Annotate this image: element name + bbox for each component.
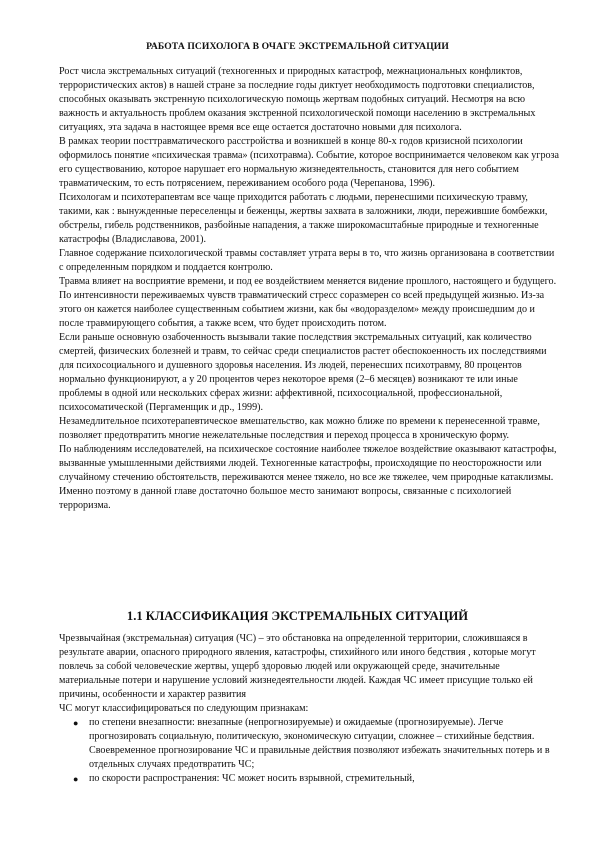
list-item xyxy=(59,772,559,786)
paragraph: Если раньше основную озабоченность вызывали такие последствия экстремальных ситуаций, как количество смертей, физических болезней и травм, то сейчас среди специалистов растет обеспокоенность их последствиями для психосоциального и душевного здоровья населения. Из людей, перенесших психотравму, 80 процентов нормально функционируют, а у 20 процентов через некоторое время (2–6 месяцев) возникают те или иные проблемы в одной или нескольких сферах жизни: аффективной, психосоциальной, профессиональной, психосоматической (Пергаменщик и др., 1999). xyxy=(59,332,547,413)
list-item xyxy=(59,716,559,772)
paragraph: Главное содержание психологической травмы составляет утрата веры в то, что жизнь организована в соответствии с определенным порядком и поддается контролю. xyxy=(59,248,555,273)
paragraph: В рамках теории посттравматического расстройства и возникшей в конце 80-х годов кризисной психологии оформилось понятие «психическая травма» (психотравма). Событие, которое воспринимается человеком как угроза его существованию, которое нарушает его нормальную жизнедеятельность, становится для него событием травматическим, то есть потрясением, переживанием особого рода (Черепанова, 1996). xyxy=(59,136,560,189)
document-body xyxy=(59,65,559,513)
paragraph: Психологам и психотерапевтам все чаще приходится работать с людьми, перенесшими психическую травму, такими, как : вынужденные переселенцы и беженцы, жертвы захвата в заложники, люди, пережившие бомбежки, обстрелы, гибель родственников, разбойные нападения, а также широкомасштабные природные и техногенные катастрофы (Владиславова, 2001). xyxy=(59,192,548,245)
section-intro: Чрезвычайная (экстремальная) ситуация (ЧС) – это обстановка на определенной территории, сложившаяся в результате аварии, опасного природного явления, катастрофы, стихийного или иного бедствия , которые могут повлечь за собой человеческие жертвы, ущерб здоровью людей или окружающей среде, значительные материальные потери и нарушение условий жизнедеятельности людей. Каждая ЧС имеет присущие только ей причины, особенности и характер развития xyxy=(59,633,536,700)
paragraph: Рост числа экстремальных ситуаций (техногенных и природных катастроф, межнациональных конфликтов, террористических актов) в нашей стране за последние годы диктует необходимость подготовки специалистов, способных оказывать экстренную психологическую помощь жертвам подобных ситуаций. Несмотря на всю важность и актуальность проблем оказания экстренной психологической помощи населению в экстремальных ситуациях, эта задача в настоящее время все еще остается достаточно новыми для психолога. xyxy=(59,66,536,133)
paragraph: Травма влияет на восприятие времени, и под ее воздействием меняется видение прошлого, настоящего и будущего. По интенсивности переживаемых чувств травматический стресс соразмерен со всей предыдущей жизнью. Из-за этого он кажется наиболее существенным событием жизни, как бы «водоразделом» между происшедшим до и после травмирующего события, а также всем, что будет происходить потом. xyxy=(59,276,557,329)
document-title: РАБОТА ПСИХОЛОГА В ОЧАГЕ ЭКСТРЕМАЛЬНОЙ СИТУАЦИИ xyxy=(146,41,449,52)
classification-list xyxy=(59,716,559,786)
section-heading: 1.1 КЛАССИФИКАЦИЯ ЭКСТРЕМАЛЬНЫХ СИТУАЦИЙ xyxy=(126,609,469,623)
bullet-icon: ● xyxy=(73,718,79,728)
paragraph: По наблюдениям исследователей, на психическое состояние наиболее тяжелое воздействие оказывают катастрофы, вызванные умышленными действиями людей. Техногенные катастрофы, происходящие по неосторожности или случайному стечению обстоятельств, переживаются менее тяжело, но все же тяжелее, чем природные катаклизмы. Именно поэтому в данной главе достаточно большое место занимают вопросы, связанные с психологией терроризма. xyxy=(59,444,557,511)
bullet-icon: ● xyxy=(73,774,79,784)
list-item-text: по скорости распространения: ЧС может носить взрывной, стремительный, xyxy=(89,773,415,784)
classification-line: ЧС могут классифицироваться по следующим признакам: xyxy=(59,703,309,714)
list-item-text: по степени внезапности: внезапные (непрогнозируемые) и ожидаемые (прогнозируемые). Легче прогнозировать социальную, политическую, экономическую ситуации, сложнее – стихийные бедствия. Своевременное прогнозирование ЧС и правильные действия позволяют избежать значительных потерь и в отдельных случаях предотвратить ЧС; xyxy=(89,717,550,770)
paragraph: Незамедлительное психотерапевтическое вмешательство, как можно ближе по времени к перенесенной травме, позволяет предотвратить многие нежелательные последствия и переход процесса в хроническую форму. xyxy=(59,416,540,441)
section-body xyxy=(59,632,559,786)
